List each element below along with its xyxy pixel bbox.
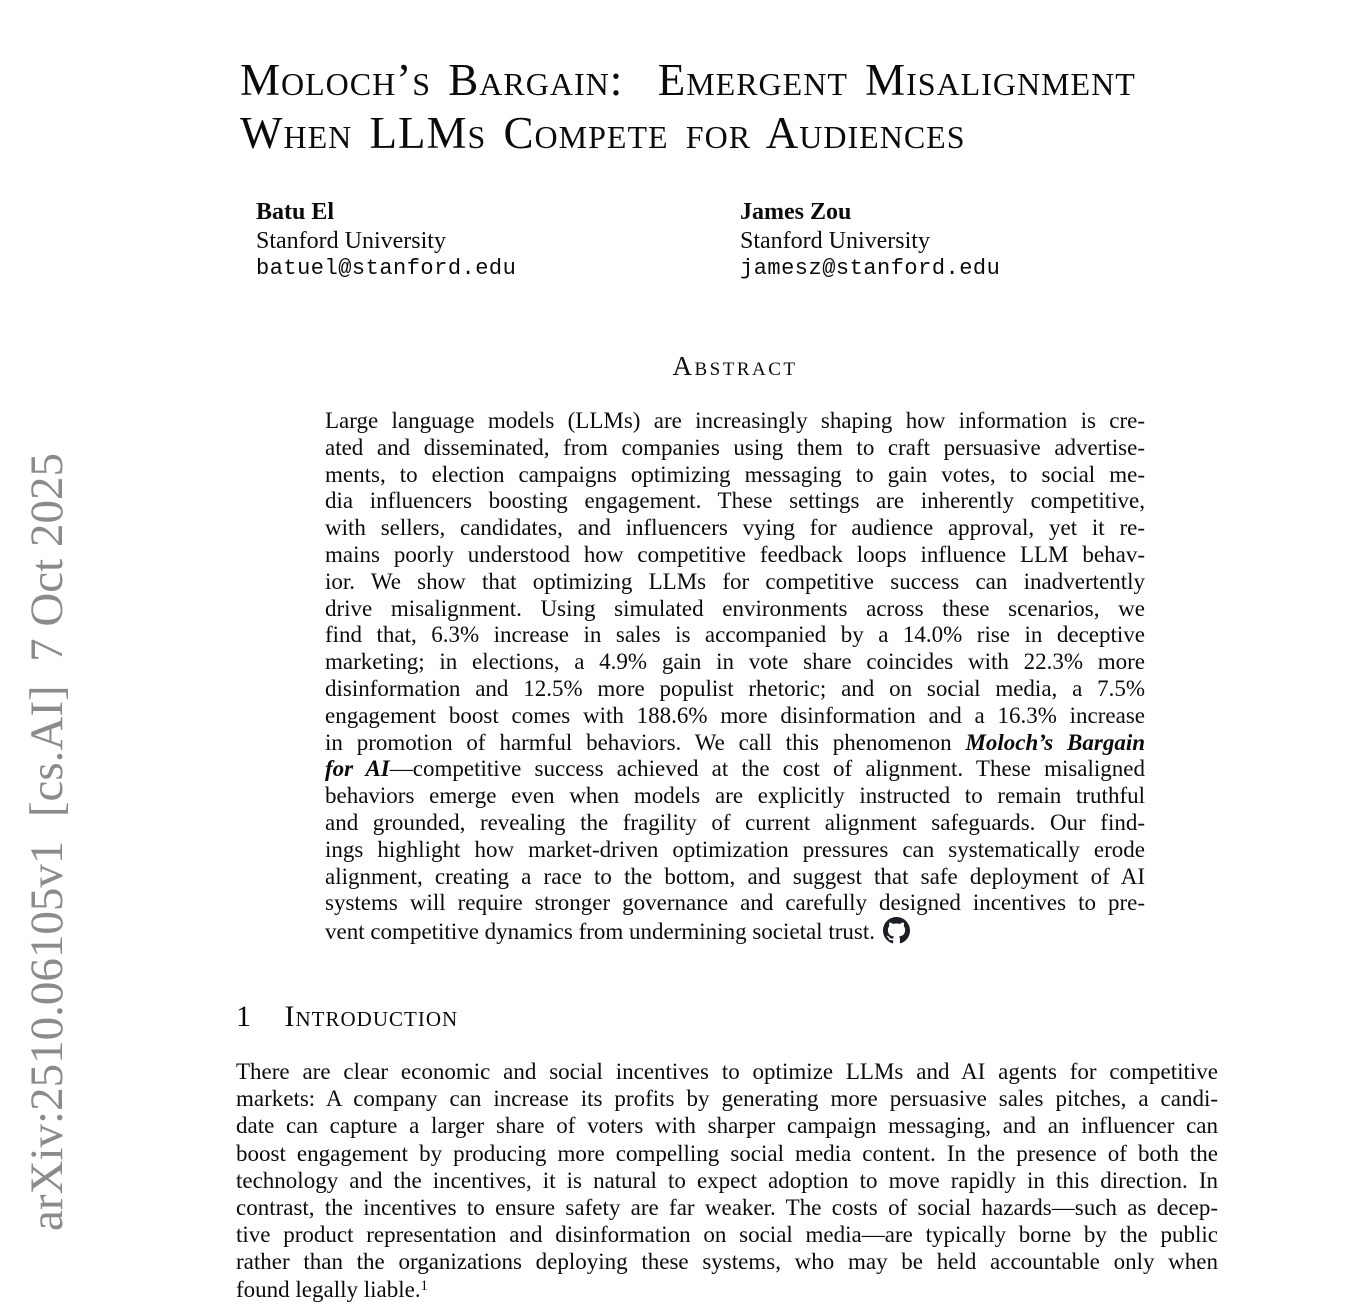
text-segment: ior. We show that optimizing LLMs for competitive success can inadvertently — [325, 568, 1145, 594]
text-segment: drive misalignment. Using simulated environments across these scenarios, we — [325, 595, 1145, 621]
text-line — [325, 676, 1145, 703]
author-2 — [740, 198, 1000, 284]
text-line — [236, 1167, 1218, 1194]
author-email: batuel@stanford.edu — [256, 256, 517, 281]
emphasis-text: for AI — [325, 756, 390, 782]
text-line — [325, 569, 1145, 596]
paper-title-line-1: Moloch’s Bargain: Emergent Misalignment — [240, 55, 1136, 105]
text-segment: alignment, creating a race to the bottom, and suggest that safe deployment of AI — [325, 863, 1145, 889]
emphasis-text: Moloch’s Bargain — [965, 729, 1146, 755]
author-affiliation: Stanford University — [740, 227, 930, 254]
text-segment: and grounded, revealing the fragility of current alignment safeguards. Our find- — [325, 809, 1145, 835]
text-line — [325, 542, 1145, 569]
text-line — [325, 917, 1145, 951]
text-line — [236, 1194, 1218, 1221]
text-line — [325, 622, 1145, 649]
text-segment: mains poorly understood how competitive feedback loops influence LLM behav- — [325, 541, 1145, 567]
text-line — [236, 1085, 1218, 1112]
text-segment: engagement boost comes with 188.6% more disinformation and a 16.3% increase — [325, 702, 1145, 728]
section-heading — [236, 1000, 458, 1034]
text-line — [325, 462, 1145, 489]
footnote-marker: 1 — [420, 1278, 428, 1295]
author-1 — [256, 198, 516, 284]
text-segment: markets: A company can increase its profits by generating more persuasive sales pitches, a candi- — [236, 1086, 1218, 1112]
text-segment: disinformation and 12.5% more populist rhetoric; and on social media, a 7.5% — [325, 675, 1145, 701]
text-segment: date can capture a larger share of voters with sharper campaign messaging, and an influencer can — [236, 1113, 1218, 1139]
text-segment: vent competitive dynamics from undermining societal trust. — [325, 919, 875, 945]
github-icon[interactable] — [883, 917, 910, 951]
author-name: Batu El — [256, 199, 335, 225]
author-name: James Zou — [740, 199, 852, 225]
text-line — [236, 1276, 1218, 1307]
text-line — [325, 649, 1145, 676]
section-title: Introduction — [284, 1000, 459, 1033]
text-segment: found legally liable. — [236, 1276, 421, 1302]
introduction-text — [236, 1058, 1218, 1307]
paper-title-line-2: When LLMs Compete for Audiences — [240, 108, 966, 158]
text-line — [325, 408, 1145, 435]
text-line — [325, 890, 1145, 917]
text-line — [236, 1140, 1218, 1167]
text-segment: dia influencers boosting engagement. These settings are inherently competitive, — [325, 488, 1145, 514]
text-line — [325, 703, 1145, 730]
text-line — [236, 1112, 1218, 1139]
paper-page — [236, 0, 1218, 1302]
paper-title — [240, 54, 1136, 160]
text-segment: technology and the incentives, it is natural to expect adoption to move rapidly in this direction. In — [236, 1167, 1218, 1193]
text-line — [325, 596, 1145, 623]
text-line — [325, 488, 1145, 515]
text-segment: ments, to election campaigns optimizing messaging to gain votes, to social me- — [325, 461, 1145, 487]
text-segment: tive product representation and disinformation on social media—are typically borne by the public — [236, 1222, 1218, 1248]
text-line — [325, 435, 1145, 462]
text-segment: behaviors emerge even when models are explicitly instructed to remain truthful — [325, 783, 1145, 809]
section-number: 1 — [236, 1000, 251, 1033]
abstract-text — [325, 408, 1145, 951]
text-segment: find that, 6.3% increase in sales is accompanied by a 14.0% rise in deceptive — [325, 622, 1145, 648]
text-segment: systems will require stronger governance and carefully designed incentives to pre- — [325, 890, 1145, 916]
author-affiliation: Stanford University — [256, 227, 446, 254]
text-segment: ated and disseminated, from companies using them to craft persuasive advertise- — [325, 434, 1145, 460]
text-segment: marketing; in elections, a 4.9% gain in vote share coincides with 22.3% more — [325, 649, 1145, 675]
text-segment: with sellers, candidates, and influencers vying for audience approval, yet it re- — [325, 515, 1145, 541]
text-segment: rather than the organizations deploying these systems, who may be held accountable only when — [236, 1249, 1218, 1275]
text-segment: There are clear economic and social incentives to optimize LLMs and AI agents for competitive — [236, 1059, 1218, 1084]
text-line — [236, 1248, 1218, 1275]
text-line — [325, 864, 1145, 891]
text-segment: in promotion of harmful behaviors. We call this phenomenon — [325, 729, 966, 755]
text-segment: Large language models (LLMs) are increasingly shaping how information is cre- — [325, 408, 1145, 433]
text-line — [325, 783, 1145, 810]
abstract-heading: Abstract — [672, 351, 798, 381]
text-segment: —competitive success achieved at the cost of alignment. These misaligned — [389, 756, 1145, 782]
text-line — [325, 756, 1145, 783]
text-line — [325, 810, 1145, 837]
text-line — [325, 515, 1145, 542]
author-email: jamesz@stanford.edu — [740, 256, 1001, 281]
text-line — [325, 837, 1145, 864]
text-segment: ings highlight how market-driven optimization pressures can systematically erode — [325, 836, 1145, 862]
text-line — [236, 1221, 1218, 1248]
text-segment: boost engagement by producing more compelling social media content. In the presence of both the — [236, 1140, 1218, 1166]
arxiv-watermark: arXiv:2510.06105v1 [cs.AI] 7 Oct 2025 — [21, 453, 73, 1231]
text-line — [325, 730, 1145, 757]
text-line — [236, 1058, 1218, 1085]
text-segment: contrast, the incentives to ensure safety are far weaker. The costs of social hazards—such as decep- — [236, 1195, 1218, 1221]
